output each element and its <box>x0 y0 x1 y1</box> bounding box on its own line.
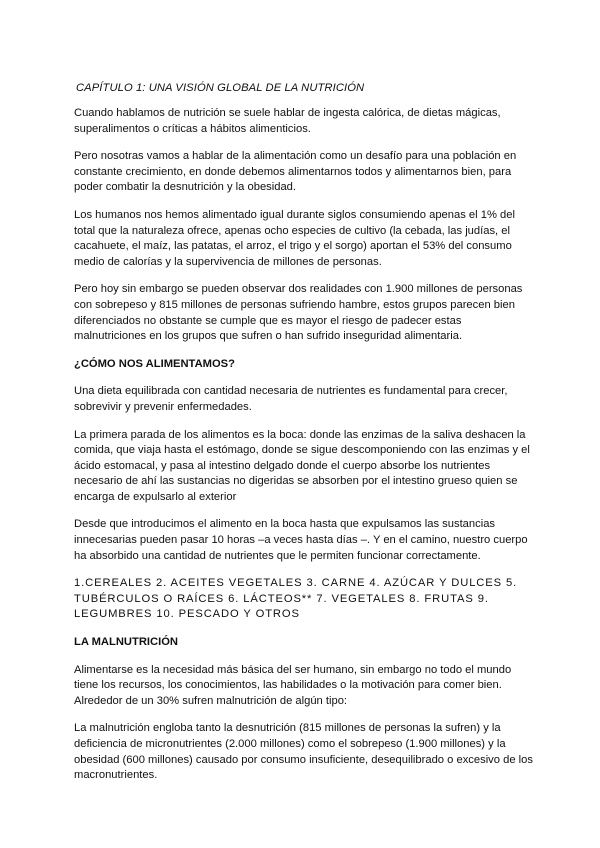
section2-paragraph-1: Una dieta equilibrada con cantidad necesaria de nutrientes es fundamental para crecer, sobrevivir y prevenir enfermedades. <box>74 385 508 413</box>
document-page <box>74 82 534 796</box>
section3-paragraph-1: Alimentarse es la necesidad más básica del ser humano, sin embargo no todo el mundo tiene los recursos, los conocimientos, las habilidades o la motivación para comer bien. Alrededor de un 30% sufren malnutrición de algún tipo: <box>74 663 512 707</box>
chapter-title: CAPÍTULO 1: UNA VISIÓN GLOBAL DE LA NUTRICIÓN <box>76 82 365 94</box>
section3-paragraph-2: La malnutrición engloba tanto la desnutrición (815 millones de personas la sufren) y la deficiencia de micronutrientes (2.000 millones) como el sobrepeso (1.900 millones) y la obesidad (600 millones) causado por consumo insuficiente, desequilibrado o excesivo de los macronutrientes. <box>74 722 533 782</box>
section-heading-como-nos-alimentamos: ¿CÓMO NOS ALIMENTAMOS? <box>74 357 235 370</box>
intro-paragraph-1: Cuando hablamos de nutrición se suele hablar de ingesta calórica, de dietas mágicas, superalimentos o críticas a hábitos alimenticios. <box>74 107 501 135</box>
intro-paragraph-3: Los humanos nos hemos alimentado igual durante siglos consumiendo apenas el 1% del total que la naturaleza ofrece, apenas ocho especies de cultivo (la cebada, las judías, el cacahuete, el maíz, las patatas, el arroz, el trigo y el sorgo) aportan el 53% del consumo medio de calorías y la supervivencia de millones de personas. <box>74 208 515 268</box>
section2-paragraph-3: Desde que introducimos el alimento en la boca hasta que expulsamos las sustancias innecesarias pueden pasar 10 horas –a veces hasta días –. Y en el camino, nuestro cuerpo ha absorbido una cantidad de nutrientes que le permiten funcionar correctamente. <box>74 518 528 562</box>
section2-paragraph-2: La primera parada de los alimentos es la boca: donde las enzimas de la saliva deshacen la comida, que viaja hasta el estómago, donde se sigue descomponiendo con las enzimas y el ácido estomacal, y pasa al intestino delgado donde el cuerpo absorbe los nutrientes necesario de ahí las sustancias no digeridas se absorben por el intestino grueso quien se encarga de expulsarlo al exterior <box>74 428 530 503</box>
intro-paragraph-2: Pero nosotras vamos a hablar de la alimentación como un desafío para una población en constante crecimiento, en donde debemos alimentarnos todos y alimentarnos bien, para poder combatir la desnutrición y la obesidad. <box>74 150 517 194</box>
section-heading-malnutricion: LA MALNUTRICIÓN <box>74 636 178 649</box>
intro-paragraph-4: Pero hoy sin embargo se pueden observar dos realidades con 1.900 millones de personas con sobrepeso y 815 millones de personas sufriendo hambre, estos grupos parecen bien diferenciados no obstante se cumple que es mayor el riesgo de padecer estas malnutriciones en los grupos que sufren o han sufrido inseguridad alimentaria. <box>74 283 523 343</box>
food-group-list: 1.CEREALES 2. ACEITES VEGETALES 3. CARNE 4. AZÚCAR Y DULCES 5. TUBÉRCULOS O RAÍCES 6. LÁCTEOS** 7. VEGETALES 8. FRUTAS 9. LEGUMBRES 10. PESCADO Y OTROS <box>74 577 518 621</box>
